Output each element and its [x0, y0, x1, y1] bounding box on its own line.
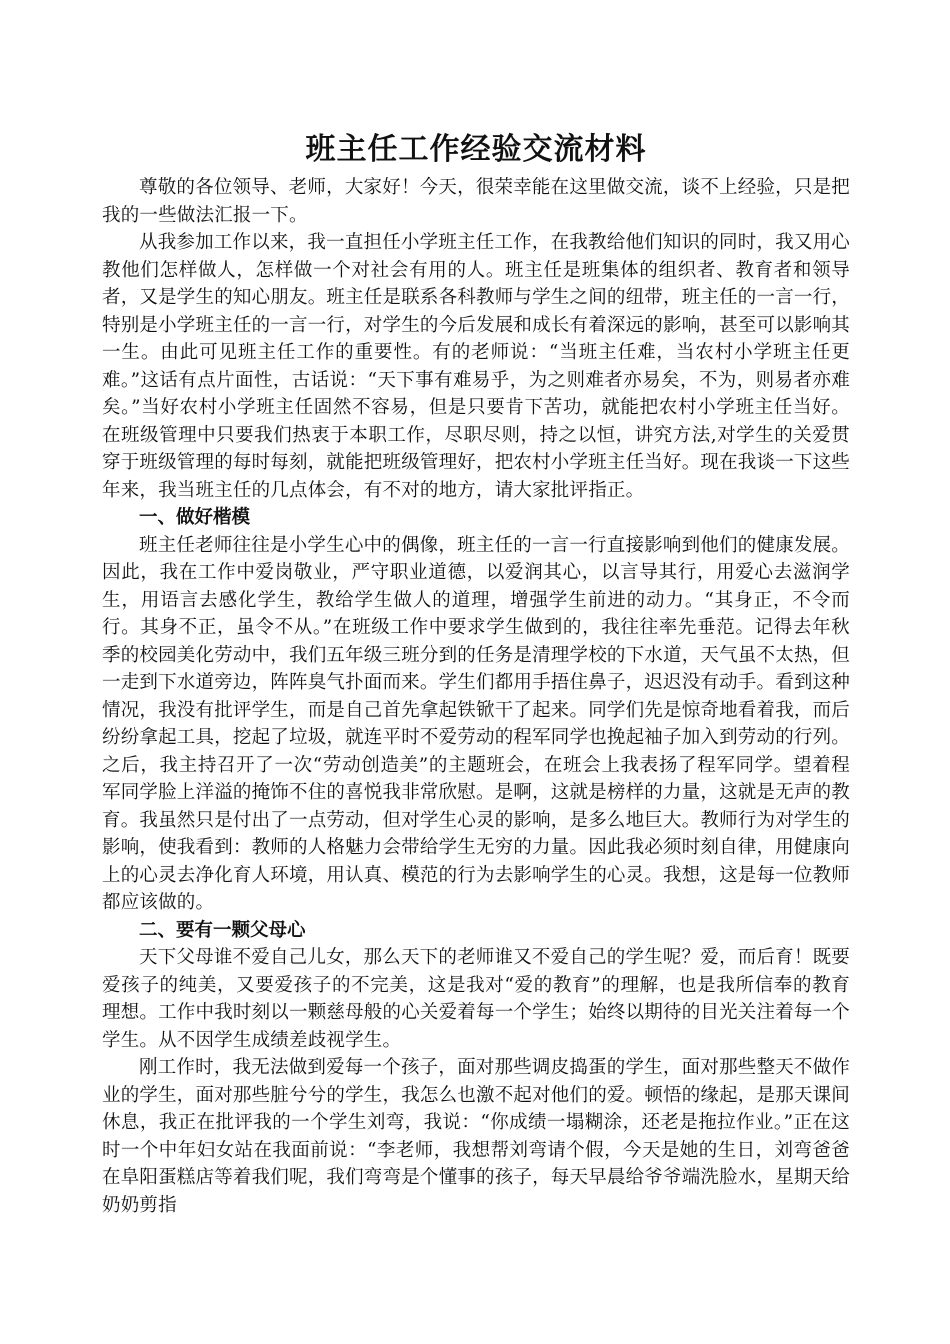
document-title: 班主任工作经验交流材料 — [305, 132, 647, 167]
document-page — [102, 120, 850, 1219]
section-heading-2: 二、要有一颗父母心 — [139, 919, 306, 941]
paragraph-greeting: 尊敬的各位领导、老师，大家好！今天，很荣幸能在这里做交流，谈不上经验，只是把我的一些做法汇报一下。 — [102, 177, 850, 226]
paragraph-intro: 从我参加工作以来，我一直担任小学班主任工作，在我教给他们知识的同时，我又用心教他们怎样做人，怎样做一个对社会有用的人。班主任是班集体的组织者、教育者和领导者，又是学生的知心朋友。班主任是联系各科教师与学生之间的纽带，班主任的一言一行，特别是小学班主任的一言一行，对学生的今后发展和成长有着深远的影响，甚至可以影响其一生。由此可见班主任工作的重要性。有的老师说：“当班主任难，当农村小学班主任更难。”这话有点片面性，古话说：“天下事有难易乎，为之则难者亦易矣，不为，则易者亦难矣。”当好农村小学班主任固然不容易，但是只要肯下苦功，就能把农村小学班主任当好。在班级管理中只要我们热衷于本职工作，尽职尽则，持之以恒，讲究方法,对学生的关爱贯穿于班级管理的每时每刻，就能把班级管理好，把农村小学班主任当好。现在我谈一下这些年来，我当班主任的几点体会，有不对的地方，请大家批评指正。 — [102, 232, 851, 501]
paragraph-section-2a: 天下父母谁不爱自己儿女，那么天下的老师谁又不爱自己的学生呢？爱，而后育！既要爱孩子的纯美，又要爱孩子的不完美，这是我对“爱的教育”的理解，也是我所信奉的教育理想。工作中我时刻以一颗慈母般的心关爱着每一个学生；始终以期待的目光关注着每一个学生。从不因学生成绩差歧视学生。 — [102, 947, 851, 1051]
paragraph-section-2b: 刚工作时，我无法做到爱每一个孩子，面对那些调皮捣蛋的学生，面对那些整天不做作业的学生，面对那些脏兮兮的学生，我怎么也激不起对他们的爱。顿悟的缘起，是那天课间休息，我正在批评我的一个学生刘弯，我说：“你成绩一塌糊涂，还老是拖拉作业。”正在这时一个中年妇女站在我面前说：“李老师，我想帮刘弯请个假，今天是她的生日，刘弯爸爸在阜阳蛋糕店等着我们呢，我们弯弯是个懂事的孩子，每天早晨给爷爷端洗脸水，星期天给奶奶剪指 — [102, 1057, 851, 1216]
section-heading-1: 一、做好楷模 — [139, 507, 251, 528]
paragraph-section-1: 班主任老师往往是小学生心中的偶像，班主任的一言一行直接影响到他们的健康发展。因此，我在工作中爱岗敬业，严守职业道德，以爱润其心，以言导其行，用爱心去滋润学生，用语言去感化学生，教给学生做人的道理，增强学生前进的动力。“其身正，不令而行。其身不正，虽令不从。”在班级工作中要求学生做到的，我往往率先垂范。记得去年秋季的校园美化劳动中，我们五年级三班分到的任务是清理学校的下水道，天气虽不太热，但一走到下水道旁边，阵阵臭气扑面而来。学生们都用手捂住鼻子，迟迟没有动手。看到这种情况，我没有批评学生，而是自己首先拿起铁锨干了起来。同学们先是惊奇地看着我，而后纷纷拿起工具，挖起了垃圾，就连平时不爱劳动的程军同学也挽起袖子加入到劳动的行列。之后，我主持召开了一次“劳动创造美”的主题班会，在班会上我表扬了程军同学。望着程军同学脸上洋溢的掩饰不住的喜悦我非常欣慰。是啊，这就是榜样的力量，这就是无声的教育。我虽然只是付出了一点劳动，但对学生心灵的影响，是多么地巨大。教师行为对学生的影响，使我看到：教师的人格魅力会带给学生无穷的力量。因此我必须时刻自律，用健康向上的心灵去净化育人环境，用认真、模范的行为去影响学生的心灵。我想，这是每一位教师都应该做的。 — [102, 534, 851, 913]
